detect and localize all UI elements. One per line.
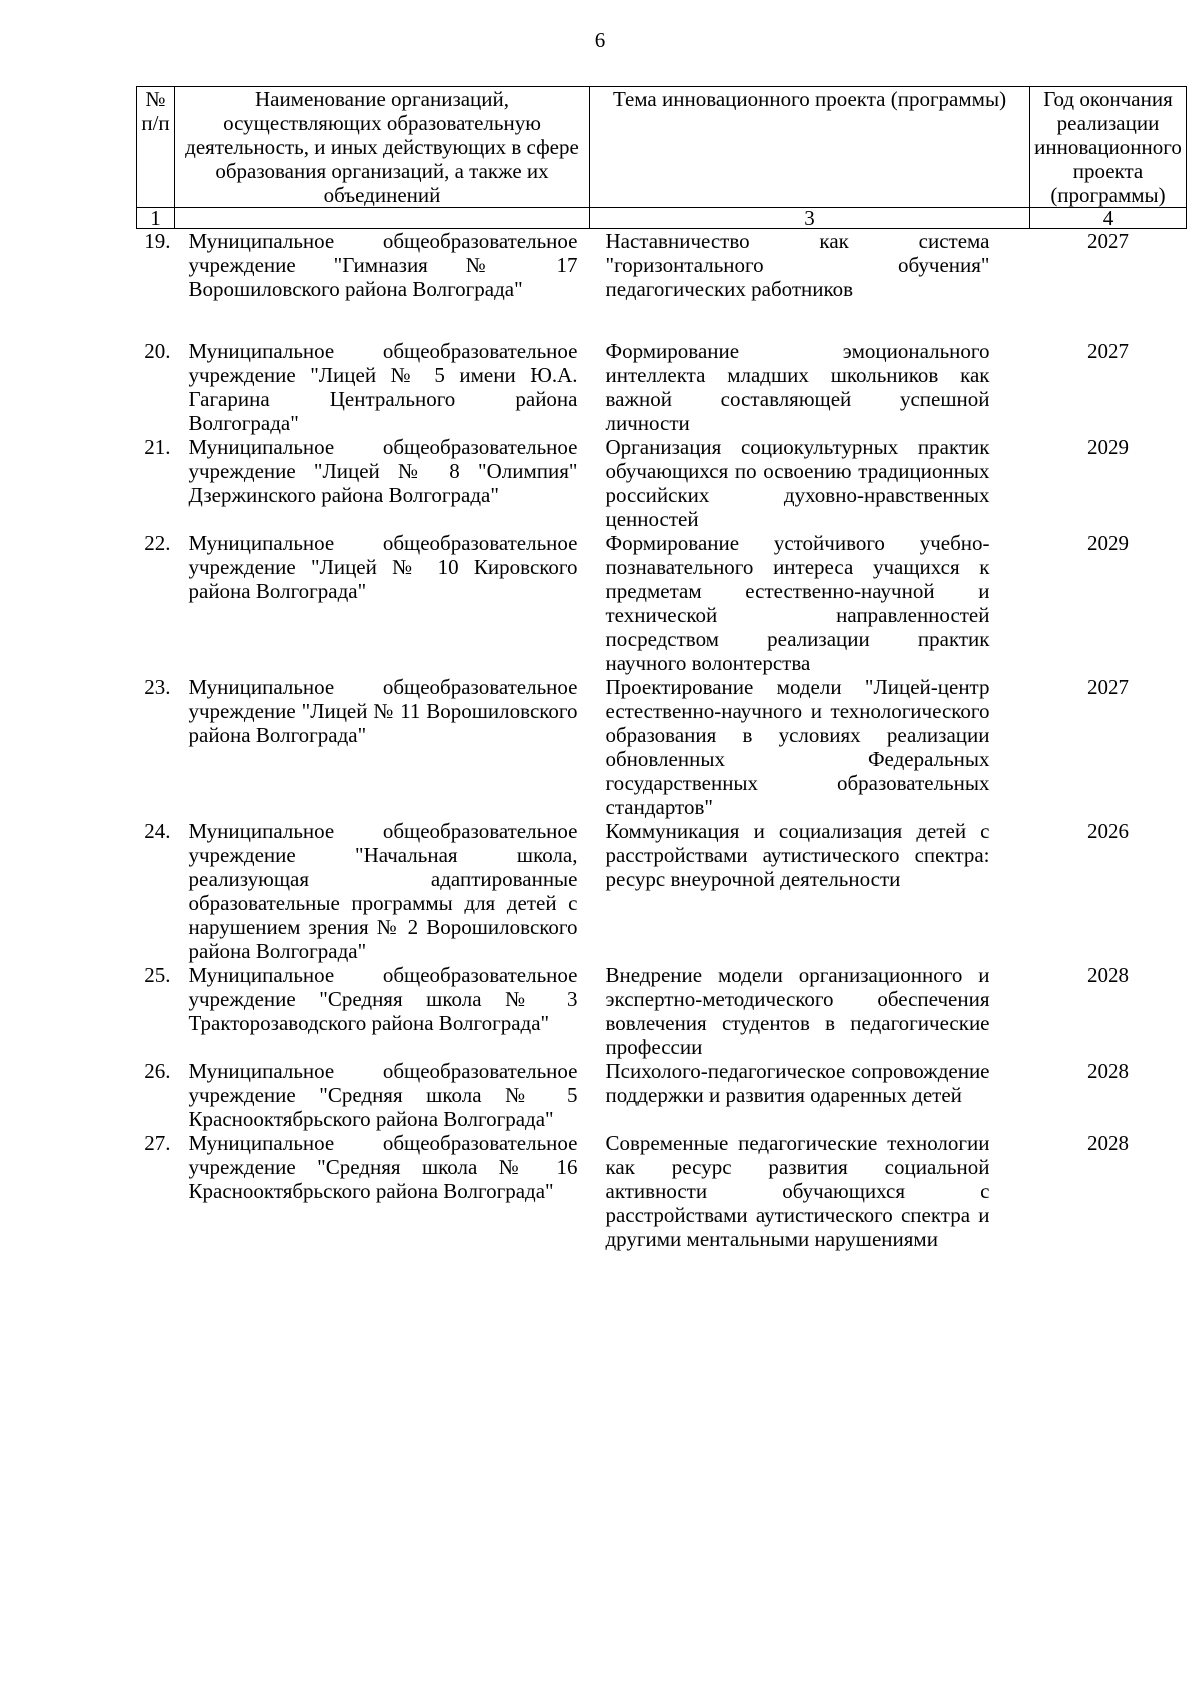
column-numbers-row (137, 208, 1187, 229)
row-organization: Муниципальное общеобразовательное учреждение "Средняя школа № 16 Краснооктябрьского района Волгограда" (188, 1131, 578, 1203)
table-row (137, 675, 1187, 819)
row-organization: Муниципальное общеобразовательное учреждение "Лицей № 8 "Олимпия" Дзержинского района Волгограда" (188, 435, 578, 507)
row-year: 2028 (1087, 1131, 1129, 1155)
row-year: 2028 (1087, 1059, 1129, 1083)
row-number: 22. (144, 531, 171, 555)
row-year: 2029 (1087, 435, 1129, 459)
column-number-2 (175, 208, 590, 229)
row-topic: Проектирование модели "Лицей-центр естественно-научного и технологического образования в условиях реализации обновленных Федеральных государственных образовательных стандартов" (605, 675, 990, 819)
row-organization: Муниципальное общеобразовательное учреждение "Лицей № 11 Ворошиловского района Волгограда" (188, 675, 578, 747)
row-number: 20. (144, 339, 171, 363)
table-row (137, 819, 1187, 963)
row-year: 2027 (1087, 229, 1129, 253)
row-number: 26. (144, 1059, 171, 1083)
row-organization: Муниципальное общеобразовательное учреждение "Лицей № 10 Кировского района Волгограда" (188, 531, 578, 603)
row-number: 25. (144, 963, 171, 987)
table-header-row (137, 87, 1187, 208)
row-year: 2027 (1087, 675, 1129, 699)
table-row (137, 339, 1187, 435)
page-number: 6 (594, 28, 606, 52)
row-number: 24. (144, 819, 171, 843)
table-row (137, 1059, 1187, 1131)
header-number: № п/п (137, 87, 175, 208)
row-topic: Коммуникация и социализация детей с расстройствами аутистического спектра: ресурс внеурочной деятельности (605, 819, 990, 891)
row-topic: Организация социокультурных практик обучающихся по освоению традиционных российских духовно-нравственных ценностей (605, 435, 990, 531)
row-organization: Муниципальное общеобразовательное учреждение "Лицей № 5 имени Ю.А. Гагарина Центрального района Волгограда" (188, 339, 578, 435)
row-organization: Муниципальное общеобразовательное учреждение "Средняя школа № 3 Тракторозаводского района Волгограда" (188, 963, 578, 1035)
row-number: 27. (144, 1131, 171, 1155)
row-topic: Формирование эмоционального интеллекта младших школьников как важной составляющей успешной личности (605, 339, 990, 435)
table-row (137, 435, 1187, 531)
row-year: 2027 (1087, 339, 1129, 363)
table-row (137, 963, 1187, 1059)
header-topic: Тема инновационного проекта (программы) (590, 87, 1030, 208)
row-topic: Формирование устойчивого учебно-познавательного интереса учащихся к предметам естественно-научной и технической направленностей посредством реализации практик научного волонтерства (605, 531, 990, 675)
header-organization: Наименование организаций, осуществляющих образовательную деятельность, и иных действующих в сфере образования организаций, а также их объединений (175, 87, 590, 208)
row-topic: Внедрение модели организационного и экспертно-методического обеспечения вовлечения студентов в педагогические профессии (605, 963, 990, 1059)
row-organization: Муниципальное общеобразовательное учреждение "Гимназия № 17 Ворошиловского района Волгограда" (188, 229, 578, 301)
row-year: 2029 (1087, 531, 1129, 555)
row-number: 23. (144, 675, 171, 699)
table-row (137, 531, 1187, 675)
table-row (137, 229, 1187, 340)
row-number: 19. (144, 229, 171, 253)
row-organization: Муниципальное общеобразовательное учреждение "Начальная школа, реализующая адаптированные образовательные программы для детей с нарушением зрения № 2 Ворошиловского района Волгограда" (188, 819, 578, 963)
header-year: Год окончания реализации инновационного проекта (программы) (1030, 87, 1187, 208)
column-number-1: 1 (137, 208, 175, 229)
row-topic: Психолого-педагогическое сопровождение поддержки и развития одаренных детей (605, 1059, 990, 1107)
column-number-4: 4 (1030, 208, 1187, 229)
row-organization: Муниципальное общеобразовательное учреждение "Средняя школа № 5 Краснооктябрьского района Волгограда" (188, 1059, 578, 1131)
row-topic: Современные педагогические технологии как ресурс развития социальной активности обучающихся с расстройствами аутистического спектра и другими ментальными нарушениями (605, 1131, 990, 1251)
row-number: 21. (144, 435, 171, 459)
row-year: 2026 (1087, 819, 1129, 843)
table-row (137, 1131, 1187, 1251)
row-year: 2028 (1087, 963, 1129, 987)
organizations-table (136, 86, 1187, 1251)
row-topic: Наставничество как система "горизонтального обучения" педагогических работников (605, 229, 990, 301)
column-number-3: 3 (590, 208, 1030, 229)
